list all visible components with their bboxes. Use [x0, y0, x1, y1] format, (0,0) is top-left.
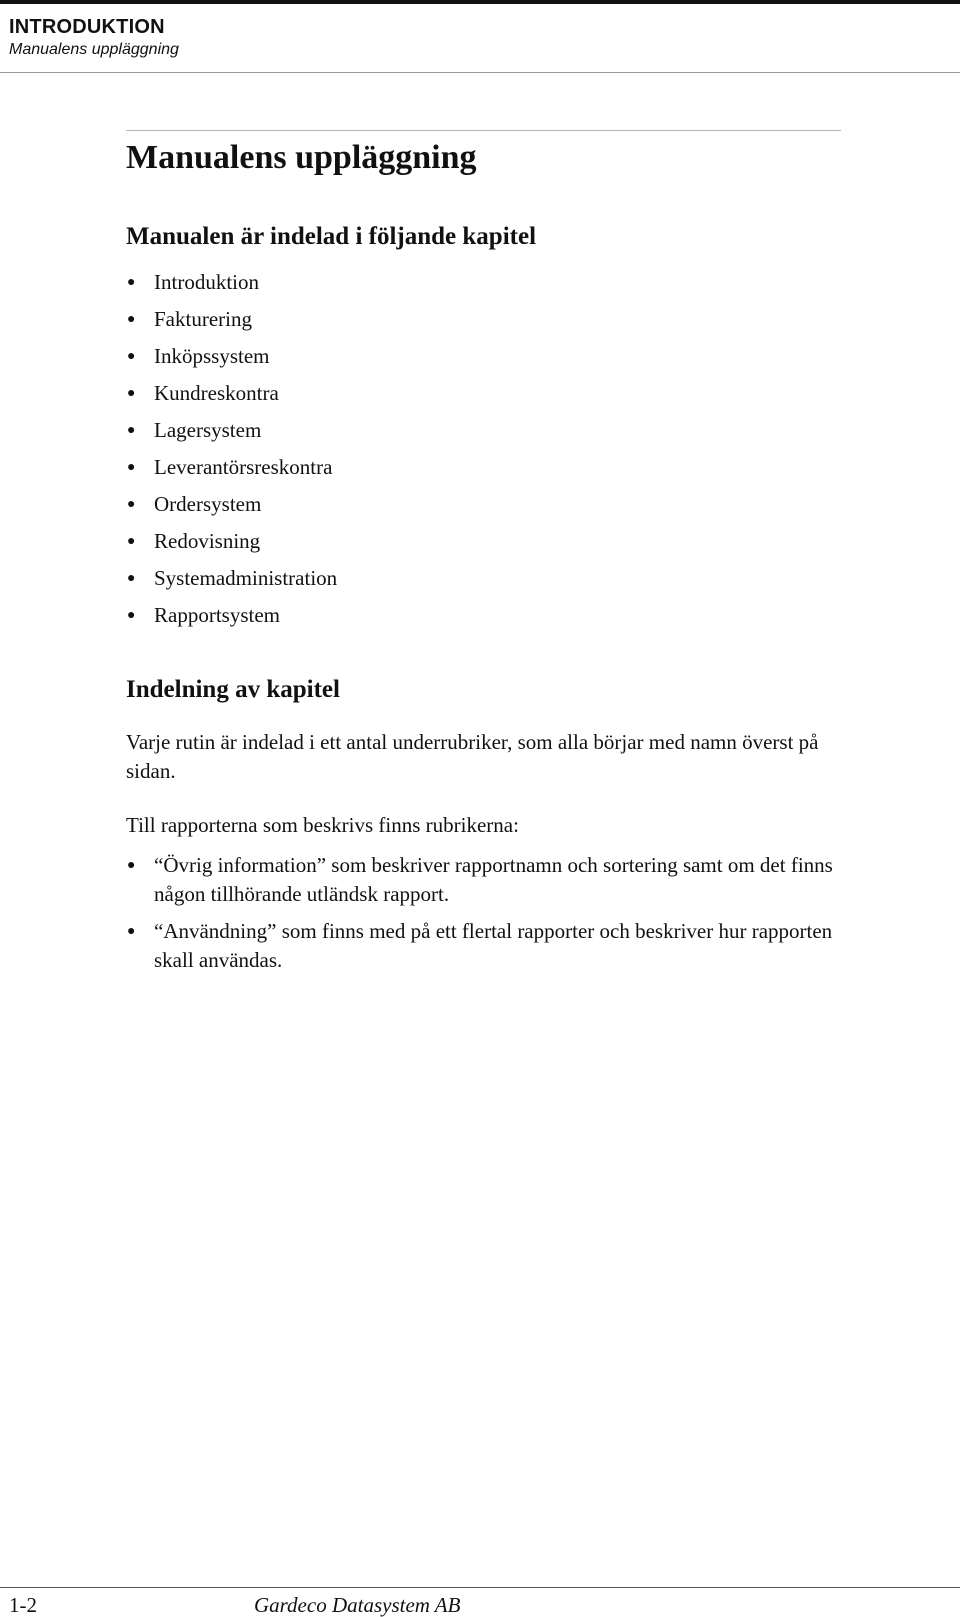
- list-item-label: Rapportsystem: [154, 603, 280, 627]
- list-item-label: Lagersystem: [154, 418, 262, 442]
- list-item: [126, 523, 841, 560]
- list-item-label: Leverantörsreskontra: [154, 455, 333, 479]
- list-item-label: Fakturering: [154, 307, 252, 331]
- list-item: [126, 917, 841, 975]
- division-paragraph: Varje rutin är indelad i ett antal underrubriker, som alla börjar med namn överst på sidan.: [126, 730, 819, 783]
- division-heading: Indelning av kapitel: [126, 676, 340, 703]
- list-item: [126, 301, 841, 338]
- list-item: [126, 486, 841, 523]
- list-item-label: Kundreskontra: [154, 381, 279, 405]
- list-item: [126, 375, 841, 412]
- bullet-icon: ●: [127, 460, 136, 475]
- bullet-icon: ●: [127, 858, 136, 873]
- running-header-section: Manualens uppläggning: [9, 41, 179, 58]
- list-item-label: Inköpssystem: [154, 344, 270, 368]
- list-item-label: Systemadministration: [154, 566, 338, 590]
- main-content: [126, 131, 841, 983]
- list-item: [126, 412, 841, 449]
- bullet-icon: ●: [127, 386, 136, 401]
- bullet-icon: ●: [127, 423, 136, 438]
- top-border: [0, 0, 960, 4]
- reports-intro-paragraph: Till rapporterna som beskrivs finns rubrikerna:: [126, 813, 519, 837]
- list-item: [126, 597, 841, 634]
- bullet-icon: ●: [127, 497, 136, 512]
- report-heading-list: [126, 851, 841, 975]
- list-item-label: “Användning” som finns med på ett flertal rapporter och beskriver hur rapporten skall användas.: [154, 919, 833, 972]
- list-item: [126, 449, 841, 486]
- page-title: Manualens uppläggning: [126, 139, 477, 176]
- list-item: [126, 560, 841, 597]
- bullet-icon: ●: [127, 275, 136, 290]
- bullet-icon: ●: [127, 571, 136, 586]
- list-item-label: Ordersystem: [154, 492, 262, 516]
- list-item-label: “Övrig information” som beskriver rapportnamn och sortering samt om det finns någon tillhörande utländsk rapport.: [154, 853, 833, 906]
- bullet-icon: ●: [127, 534, 136, 549]
- list-item: [126, 338, 841, 375]
- list-item-label: Introduktion: [154, 270, 259, 294]
- list-item: [126, 264, 841, 301]
- chapter-list: [126, 264, 841, 634]
- chapters-heading: Manualen är indelad i följande kapitel: [126, 223, 537, 250]
- bullet-icon: ●: [127, 608, 136, 623]
- bullet-icon: ●: [127, 312, 136, 327]
- header-divider: [0, 72, 960, 73]
- list-item-label: Redovisning: [154, 529, 261, 553]
- company-name: Gardeco Datasystem AB: [254, 1593, 461, 1617]
- bullet-icon: ●: [127, 349, 136, 364]
- page-number: 1-2: [9, 1593, 37, 1617]
- list-item: [126, 851, 841, 909]
- running-header-chapter: INTRODUKTION: [9, 16, 165, 38]
- footer-divider: [0, 1587, 960, 1588]
- running-header: [9, 15, 179, 60]
- bullet-icon: ●: [127, 924, 136, 939]
